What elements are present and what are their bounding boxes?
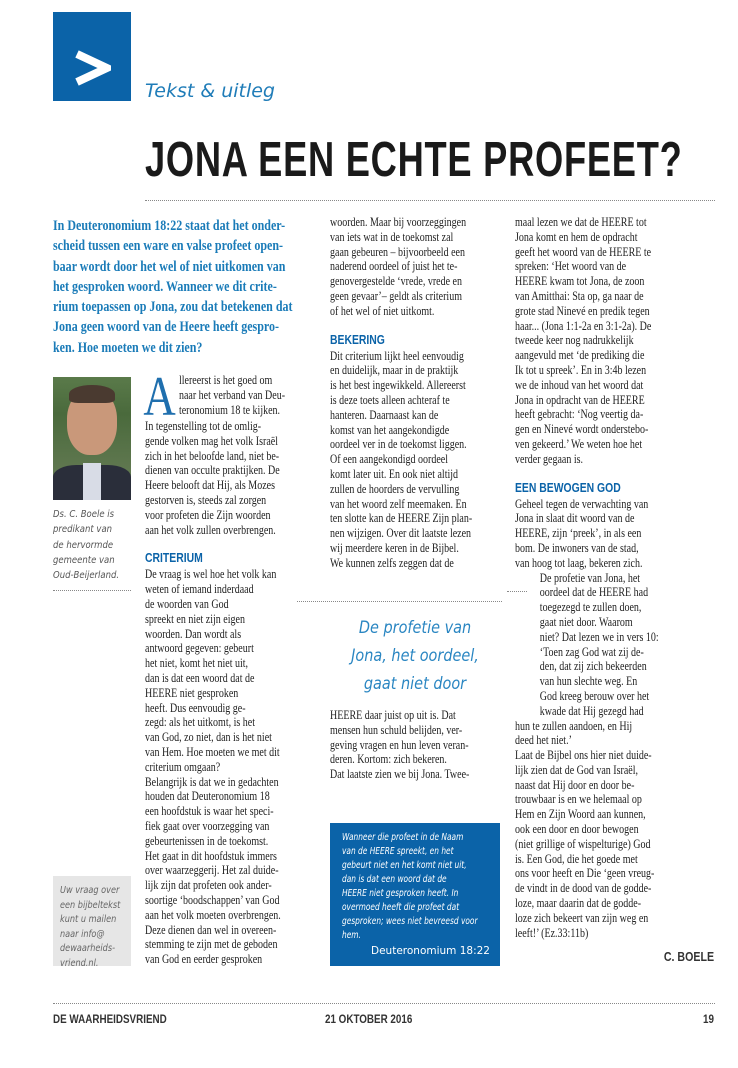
divider [297,601,502,602]
subheading-criterium: CRITERIUM [145,550,203,566]
issue-date: 21 OKTOBER 2016 [325,1012,413,1026]
divider [53,590,131,591]
column-1 [143,366,286,967]
paragraph: In tegenstelling tot de omlig- gende volken mag het volk Israël zich in het beloofde land, niet be- dienen van occulte praktijken. De Heere belooft dat Hij, als Mozes gestorven is, steeds zal zorgen voor profeten die Zijn woorden aan het volk zullen overbrengen. [145,419,280,537]
paragraph: hun te zullen aandoen, en Hij deed het niet.’ Laat de Bijbel ons hier niet duide- lijk zien dat de God van Israël, naast dat Hij door en door be- trouwbaar is en we helemaal op Hem en Zijn Woord aan kunnen, ook een door en door bewogen (niet grillige of wispelturige) God is. Een God, die het goede met ons voor heeft en Die ‘geen vreug- de vindt in de dood van de godde- loze, maar daarin dat de godde- loze zich bekeert van zijn weg en leeft!’ (Ez.33:11b) [515,718,655,940]
section-logo-block [53,12,131,101]
publication-name: DE WAARHEIDSVRIEND [53,1012,167,1026]
opening-paragraph [143,366,286,428]
paragraph-indented: De profetie van Jona, het oordeel dat de HEERE had toegezegd te zullen doen, gaat niet door. Waarom niet? Dat lezen we in vers 10: ‘Toen zag God wat zij de- den, dat zij zich bekeerden van hun slechte weg. En God kreeg berouw over het kwade dat Hij gezegd had [539,570,659,718]
author-photo [53,377,131,500]
page-title: JONA EEN ECHTE PROFEET? [145,133,683,187]
footer-divider [53,1003,715,1004]
opening-text: llereerst is het goed om naar het verband van Deu- teronomium 18 te kijken. [178,373,286,417]
column-3 [515,215,659,940]
scripture-reference: Deuteronomium 18:22 [371,945,490,957]
subheading-een-bewogen-god: EEN BEWOGEN GOD [515,479,621,495]
intro-lead: In Deuteronomium 18:22 staat dat het onder- scheid tussen een ware en valse profeet open- baar wordt door het wel of niet uitkomen van het gesproken woord. Wanneer we dit crite- rium toepassen op Jona, zou dat betekenen dat Jona geen woord van de Heere heeft gespro- ken. Hoe moeten we dit zien? [53,218,293,356]
pull-quote: De profetie van Jona, het oordeel, gaat niet door [351,618,479,694]
paragraph: De vraag is wel hoe het volk kan weten of iemand inderdaad de woorden van God spreekt en niet zijn eigen woorden. Dan wordt als antwoord gegeven: gebeurt het niet, komt het niet uit, dan is dat een woord dat de HEERE niet gesproken heeft. Dus eenvoudig ge- zegd: als het uitkomt, is het van God, zo niet, dan is het niet van Hem. Hoe moeten we met dit criterium omgaan? Belangrijk is dat we in gedachten houden dat Deuteronomium 18 een hoofdstuk is waar het speci- fiek gaat over voorzegging van gebeurtenissen in de toekomst. Het gaat in dit hoofdstuk immers over waarzeggerij. Het zal duide- lijk zijn dat profeten ook ander- soortige ‘boodschappen’ van God aan het volk moeten overbrengen. Deze dienen dan wel in overeen- stemming te zijn met de geboden van God en eerder gesproken [145,567,281,967]
divider [145,200,715,201]
drop-cap: A [143,366,176,428]
contact-box [53,876,131,969]
column-2 [330,215,472,571]
section-label: Tekst & uitleg [145,80,275,102]
author-caption: Ds. C. Boele is predikant van de hervormde gemeente van Oud-Beijerland. [53,509,120,582]
divider [507,591,527,592]
paragraph: woorden. Maar bij voorzeggingen van iets wat in de toekomst zal gaan gebeuren – bijvoorbeeld een naderend oordeel of juist het te- genovergestelde ‘vrede, vrede en geen gevaar’– geldt als criterium of het wel of niet uitkomt. [330,215,467,318]
subheading-bekering: BEKERING [330,331,385,347]
paragraph: Dit criterium lijkt heel eenvoudig en duidelijk, maar in de praktijk is het best ingewikkeld. Allereerst is deze toets alleen achteraf te hanteren. Daarnaast kan de komst van het aangekondigde oordeel ver in de toekomst liggen. Of een aangekondigd oordeel komt later uit. En ook niet altijd zullen de hoorders de vervulling van het woord zelf meemaken. En ten slotte kan de HEERE Zijn plan- nen wijzigen. Over dit laatste lezen wij meerdere keren in de Bijbel. We kunnen zelfs zeggen dat de [330,348,473,570]
page-number: 19 [703,1012,714,1026]
paragraph: HEERE daar juist op uit is. Dat mensen hun schuld belijden, ver- geving vragen en hun leven veran- deren. Kortom: zich bekeren. Dat laatste zien we bij Jona. Twee- [330,708,470,782]
scripture-quote-box [330,823,500,966]
scripture-quote: Wanneer die profeet in de Naam van de HEERE spreekt, en het gebeurt niet en het komt niet uit, dan is dat een woord dat de HEERE niet gesproken heeft. In overmoed heeft die profeet dat gesproken; wees niet bevreesd voor hem. [342,832,478,941]
author-byline: C. BOELE [663,950,714,964]
chevron-right-icon [75,50,111,86]
paragraph: Geheel tegen de verwachting van Jona in slaat dit woord van de HEERE, zijn ‘preek’, in als een bom. De inwoners van de stad, van hoog tot laag, bekeren zich. [515,496,649,570]
contact-text: Uw vraag over een bijbeltekst kunt u mailen naar info@ dewaarheids- vriend.nl. [60,885,121,969]
paragraph: maal lezen we dat de HEERE tot Jona komt en hem de opdracht geeft het woord van de HEERE te spreken: ‘Het woord van de HEERE kwam tot Jona, de zoon van Amitthai: Sta op, ga naar de grote stad Ninevé en predik tegen haar... (Jona 1:1-2a en 3:1-2a). De tweede keer nog nadrukkelijk aangevuld met ‘de prediking die Ik tot u spreek’. En in 3:4b lezen we de inhoud van het woord dat Jona in opdracht van de HEERE heeft gebracht: ‘Nog veertig da- gen en Ninevé wordt onderstebo- ven gekeerd.’ We weten hoe het verder gegaan is. [515,215,652,466]
